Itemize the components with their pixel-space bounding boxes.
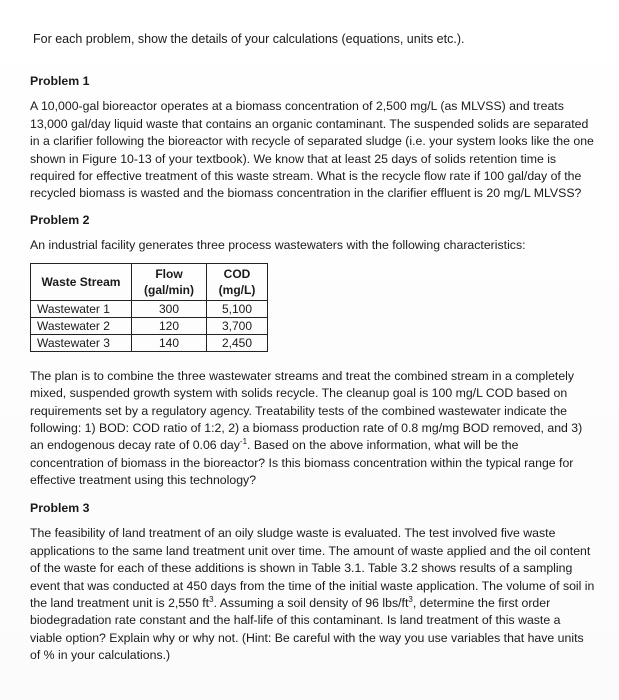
problem-2-heading: Problem 2 xyxy=(30,213,90,227)
problem-3-heading: Problem 3 xyxy=(30,501,90,515)
problem-1 xyxy=(30,73,595,203)
problem-2 xyxy=(30,212,595,490)
volume-exponent: 3 xyxy=(209,594,214,604)
header-flow-label: Flow xyxy=(155,266,183,281)
header-waste-stream-label: Waste Stream xyxy=(41,274,121,289)
problem-2-intro: An industrial facility generates three process wastewaters with the following characteristics: xyxy=(30,238,526,253)
row-name: Wastewater 1 xyxy=(31,300,132,317)
problem-3-text xyxy=(30,525,595,664)
table-header-row xyxy=(31,263,268,300)
header-cod-unit: (mg/L) xyxy=(218,282,256,297)
header-cod xyxy=(207,263,268,300)
header-flow xyxy=(132,263,207,300)
problem-3-text-part3: , determine the first order biodegradation rate constant and the half-life of this contaminant. Is land treatment of this waste a viable option? Explain why or why not. (Hint: Be careful with the way you use variables that have units of % in your calculations.) xyxy=(30,596,584,663)
row-flow: 300 xyxy=(132,300,207,317)
table-row xyxy=(31,300,268,317)
table-row xyxy=(31,317,268,334)
problem-1-heading: Problem 1 xyxy=(30,74,90,88)
row-flow: 140 xyxy=(132,334,207,351)
density-exponent: 3 xyxy=(408,594,413,604)
problem-2-text-main: The plan is to combine the three wastewater streams and treat the combined stream in a completely mixed, suspended growth system with solids recycle. The cleanup goal is 100 mg/L COD based on requirements set by a regulatory agency. Treatability tests of the combined wastewater indicate the following: 1) BOD: COD ratio of 1:2, 2) a biomass production rate of 0.8 mg/mg BOD removed, and 3) an endogenous decay rate of 0.06 day xyxy=(30,368,583,453)
wastewater-table xyxy=(30,263,268,352)
header-cod-label: COD xyxy=(223,266,251,281)
problem-1-text: A 10,000-gal bioreactor operates at a biomass concentration of 2,500 mg/L (as MLVSS) and treats 13,000 gal/day liquid waste that contains an organic contaminant. The suspended solids are separated in a clarifier following the bioreactor with recycle of separated sludge (i.e. your system looks like the one shown in Figure 10-13 of your textbook). We know that at least 25 days of solids retention time is required for effective treatment of this waste stream. What is the recycle flow rate if 100 gal/day of the recycled biomass is wasted and the biomass concentration in the clarifier effluent is 20 mg/L MLVSS? xyxy=(30,99,594,201)
row-flow: 120 xyxy=(132,317,207,334)
problem-3-text-part1: The feasibility of land treatment of an oily sludge waste is evaluated. The test involved five waste applications to the same land treatment unit over time. The amount of waste applied and the oil content of the waste for each of these additions is shown in Table 3.1. Table 3.2 shows results of a sampling event that was conducted at 450 days from the time of the initial waste application. The volume of soil in the land treatment unit is 2,550 ft xyxy=(30,526,595,611)
instructions-text: For each problem, show the details of your calculations (equations, units etc.). xyxy=(33,31,465,46)
problem-3 xyxy=(30,500,595,665)
row-name: Wastewater 2 xyxy=(31,317,132,334)
decay-rate-exponent: -1 xyxy=(239,437,248,447)
row-name: Wastewater 3 xyxy=(31,334,132,351)
row-cod: 2,450 xyxy=(207,334,268,351)
row-cod: 5,100 xyxy=(207,300,268,317)
header-waste-stream xyxy=(31,263,132,300)
row-cod: 3,700 xyxy=(207,317,268,334)
problem-2-text-question: . Based on the above information, what will be the concentration of biomass in the bioreactor? Is this biomass concentration within the typical range for effective treatment using this technology? xyxy=(30,438,574,488)
problem-2-text xyxy=(30,368,595,490)
table-row xyxy=(31,334,268,351)
problem-3-text-part2: . Assuming a soil density of 96 lbs/ft xyxy=(213,596,409,611)
header-flow-unit: (gal/min) xyxy=(144,282,194,297)
